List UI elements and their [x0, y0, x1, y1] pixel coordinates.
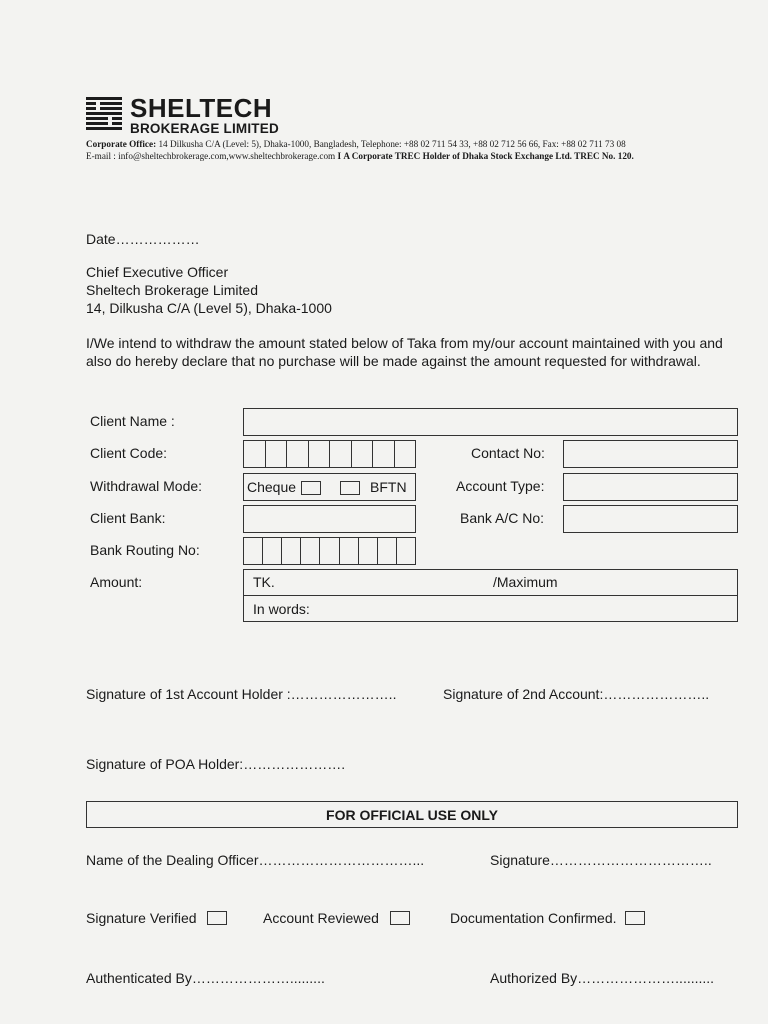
account-reviewed-label: Account Reviewed [263, 910, 379, 926]
company-name-sub: BROKERAGE LIMITED [130, 121, 279, 136]
withdrawal-mode-label: Withdrawal Mode: [90, 478, 203, 494]
amount-maximum-label: /Maximum [493, 574, 558, 590]
email-line [86, 151, 634, 161]
date-line: Date……………… [86, 231, 200, 247]
amount-field[interactable] [243, 569, 738, 596]
in-words-label: In words: [253, 601, 310, 617]
documentation-confirmed-label: Documentation Confirmed. [450, 910, 617, 926]
account-reviewed-checkbox[interactable] [390, 911, 410, 925]
bank-routing-no-field[interactable] [243, 537, 416, 565]
cheque-label: Cheque [247, 479, 297, 495]
account-reviewed-item [263, 910, 410, 926]
signature-verified-label: Signature Verified [86, 910, 197, 926]
authorized-by-line: Authorized By………………….......... [490, 970, 715, 986]
addressee-title: Chief Executive Officer [86, 264, 229, 280]
client-code-label: Client Code: [90, 445, 168, 461]
signature-verified-checkbox[interactable] [207, 911, 227, 925]
addressee-company: Sheltech Brokerage Limited [86, 282, 258, 298]
officer-signature-line: Signature…………………………….. [490, 852, 712, 868]
signature-second-account: Signature of 2nd Account:………………….. [443, 686, 710, 702]
company-name: SHELTECH [130, 93, 273, 123]
client-name-label: Client Name : [90, 413, 175, 429]
bank-ac-no-field[interactable] [563, 505, 738, 533]
cheque-checkbox[interactable] [301, 481, 321, 495]
corporate-office-text: 14 Dilkusha C/A (Level: 5), Dhaka-1000, Bangladesh, Telephone: +88 02 711 54 33, +88 02 712 56 66, Fax: +88 02 711 73 08 [158, 139, 626, 149]
documentation-confirmed-item [450, 910, 645, 926]
contact-no-field[interactable] [563, 440, 738, 468]
signature-first-holder: Signature of 1st Account Holder :………………….. [86, 686, 397, 702]
addressee-address: 14, Dilkusha C/A (Level 5), Dhaka-1000 [86, 300, 332, 316]
authenticated-by-line: Authenticated By…………………......... [86, 970, 325, 986]
bank-routing-no-label: Bank Routing No: [90, 542, 200, 558]
account-type-label: Account Type: [456, 478, 545, 494]
corporate-office-label: Corporate Office: [86, 139, 157, 149]
company-logo-icon [86, 97, 122, 133]
official-use-title: FOR OFFICIAL USE ONLY [86, 801, 738, 828]
bank-ac-no-label: Bank A/C No: [460, 510, 545, 526]
documentation-confirmed-checkbox[interactable] [625, 911, 645, 925]
amount-in-words-field[interactable] [243, 595, 738, 622]
email-text: E-mail : info@sheltechbrokerage.com,www.sheltechbrokerage.com [86, 151, 336, 161]
client-code-field[interactable] [243, 440, 416, 468]
trec-text: A Corporate TREC Holder of Dhaka Stock Exchange Ltd. TREC No. 120. [343, 151, 634, 161]
client-bank-label: Client Bank: [90, 510, 166, 526]
declaration-paragraph: I/We intend to withdraw the amount stated below of Taka from my/our account maintained with you and also do hereby declare that no purchase will be made against the amount requested for withdrawal. [86, 335, 723, 369]
dealing-officer-line: Name of the Dealing Officer……………………………... [86, 852, 425, 868]
client-name-field[interactable] [243, 408, 738, 436]
amount-label: Amount: [90, 574, 143, 590]
header-separator: I [337, 151, 342, 161]
withdrawal-mode-field [243, 473, 416, 501]
corporate-office-line [86, 139, 626, 149]
client-bank-field[interactable] [243, 505, 416, 533]
signature-verified-item [86, 910, 227, 926]
amount-tk-label: TK. [253, 574, 275, 590]
bftn-checkbox[interactable] [340, 481, 360, 495]
contact-no-label: Contact No: [471, 445, 545, 461]
account-type-field[interactable] [563, 473, 738, 501]
signature-poa-holder: Signature of POA Holder:…………………. [86, 756, 346, 772]
bftn-label: BFTN [370, 479, 407, 495]
